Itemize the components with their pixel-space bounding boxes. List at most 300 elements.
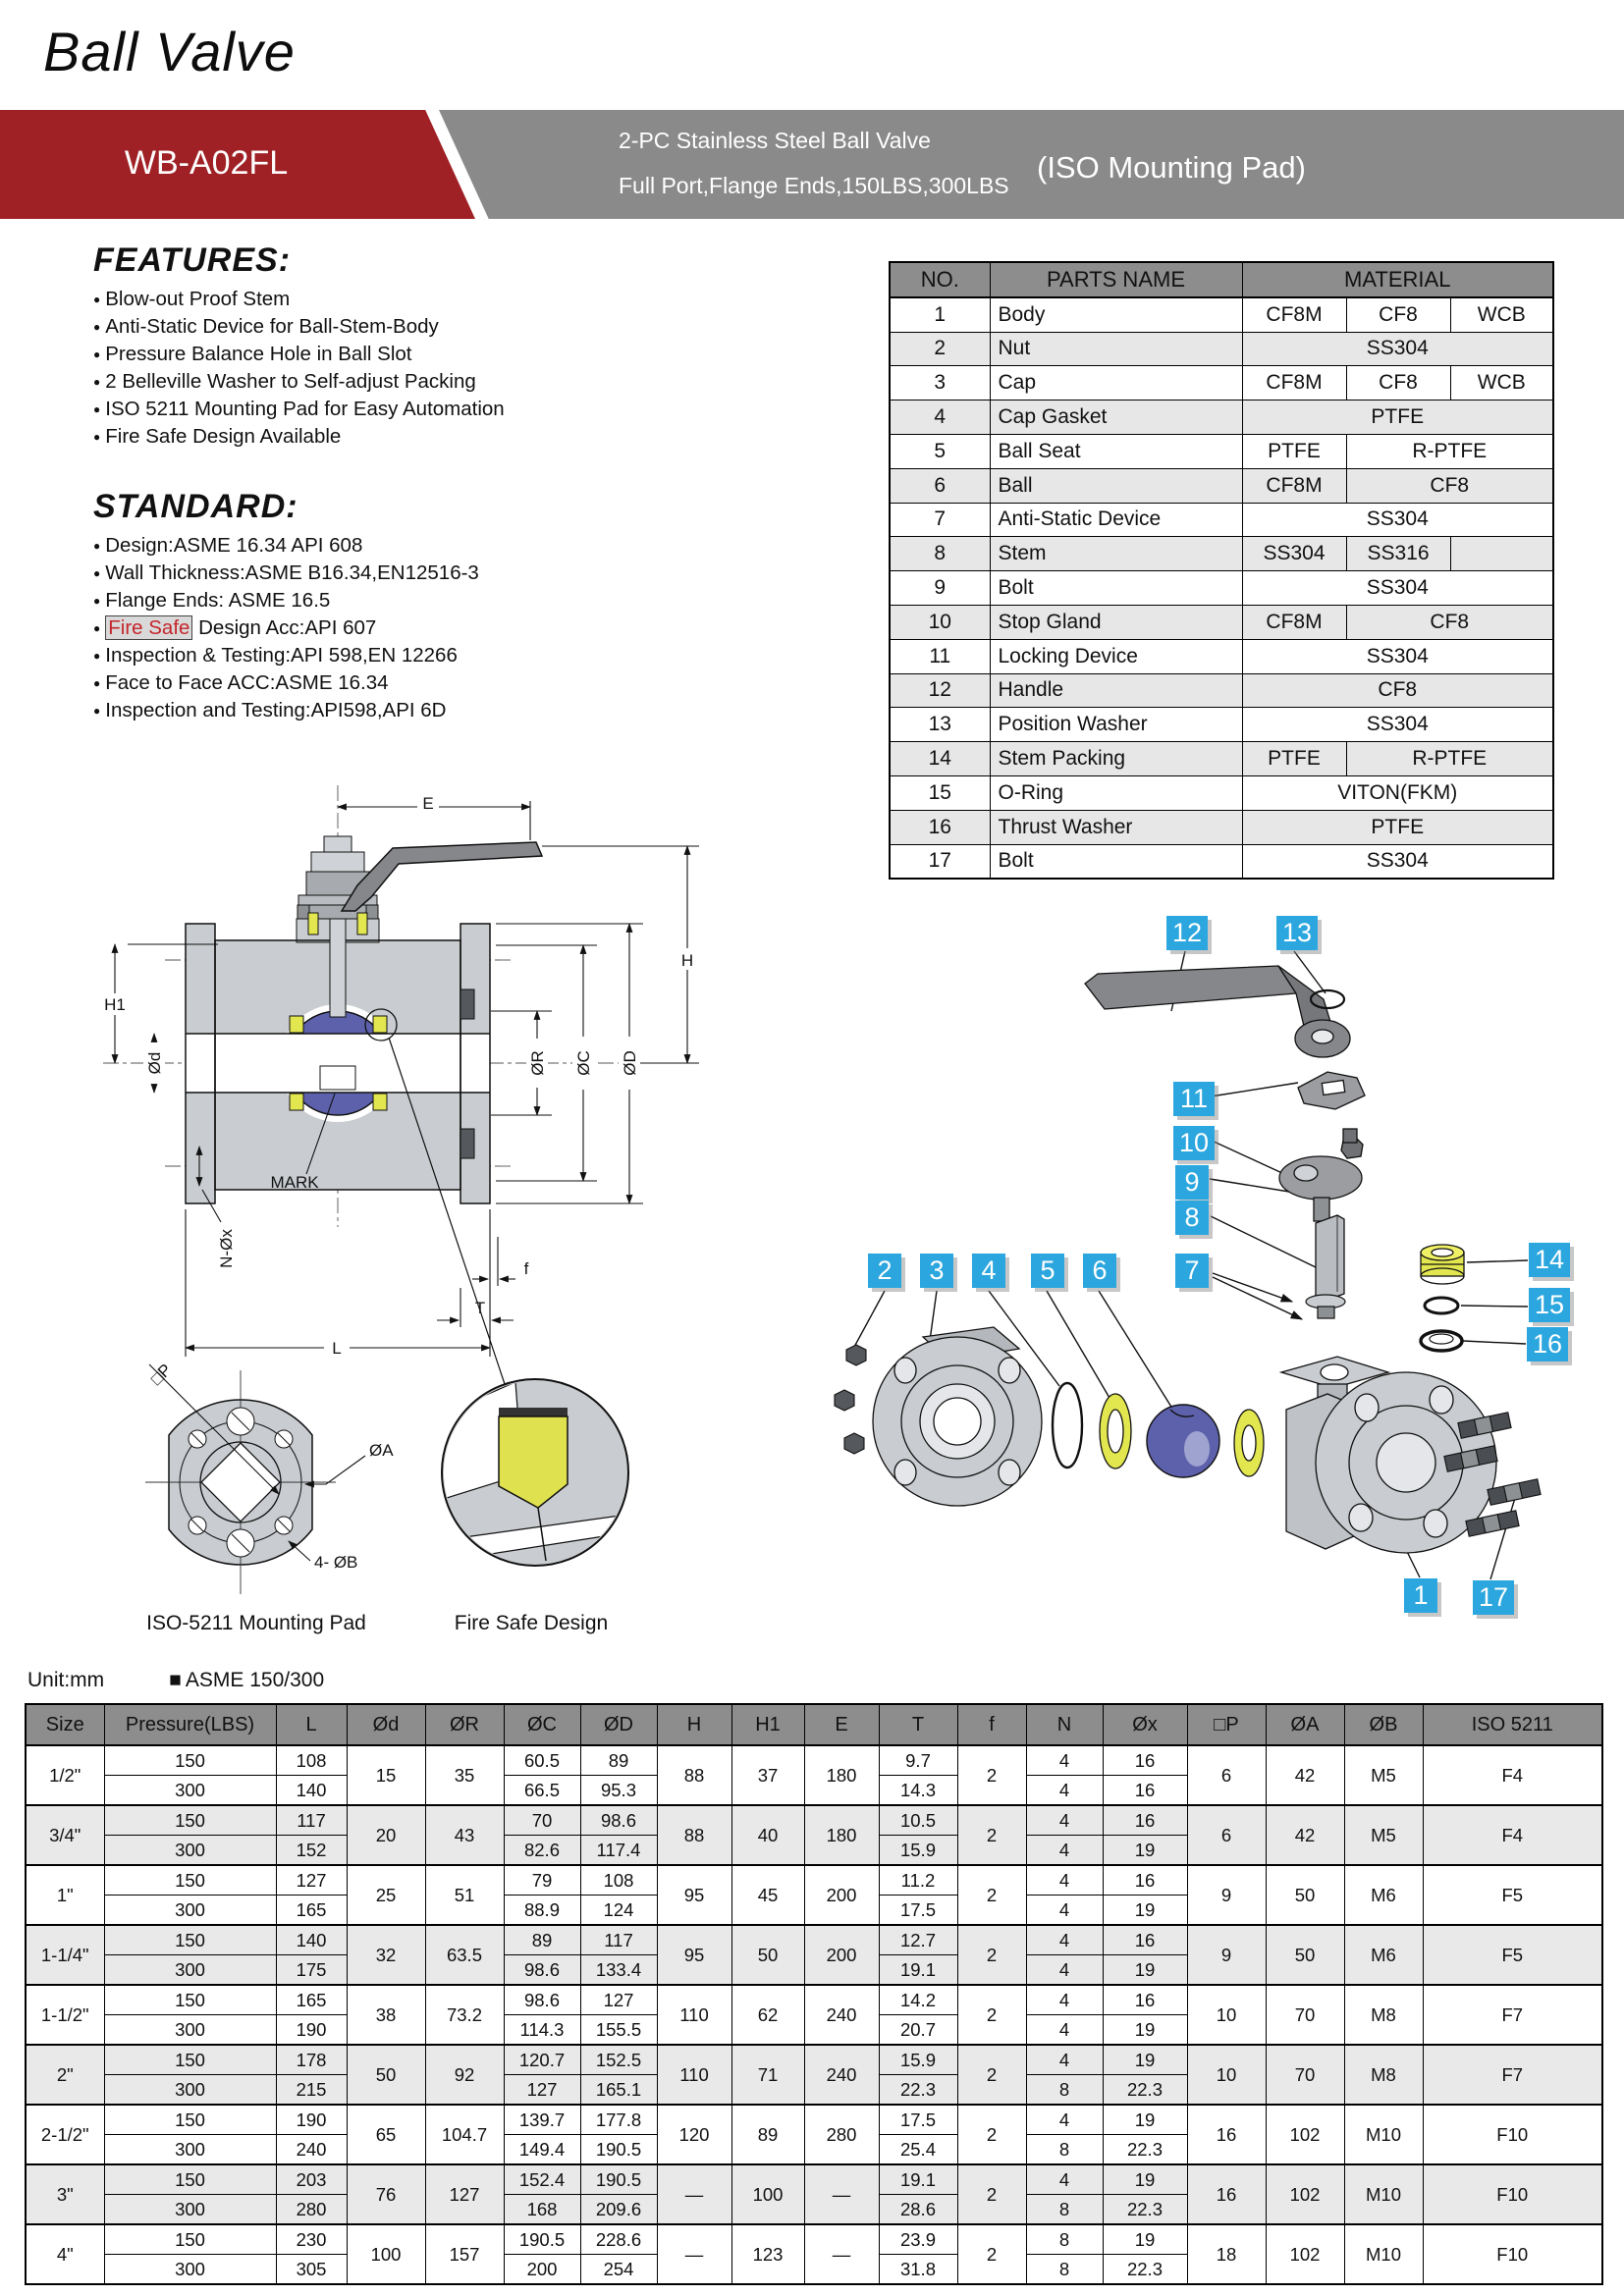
dims-cell: 51 <box>425 1865 504 1925</box>
dims-cell: M6 <box>1344 1925 1423 1985</box>
dims-cell: 4 <box>1026 1865 1103 1896</box>
dims-cell: 98.6 <box>504 1955 580 1986</box>
dims-cell: 19.1 <box>879 1955 957 1986</box>
dims-column-header: Ød <box>347 1704 425 1745</box>
dims-cell: 127 <box>276 1865 347 1896</box>
dims-cell: 4 <box>1026 1955 1103 1986</box>
part-cap-gasket <box>1053 1383 1082 1468</box>
feature-item: ● Anti-Static Device for Ball-Stem-Body <box>93 313 643 341</box>
dims-column-header: ØB <box>1344 1704 1423 1745</box>
parts-cell: CF8 <box>1242 673 1553 708</box>
parts-cell: 8 <box>890 537 990 571</box>
black-square-icon: ■ <box>169 1669 182 1691</box>
dims-cell: 168 <box>504 2195 580 2225</box>
dims-cell: 15.9 <box>879 2045 957 2075</box>
dim-label-T: T <box>474 1299 486 1317</box>
parts-cell: 14 <box>890 742 990 776</box>
dims-cell: 10 <box>1187 1985 1266 2045</box>
dims-cell: 2 <box>957 1925 1026 1985</box>
description-banner <box>439 110 1624 219</box>
dims-cell: 177.8 <box>580 2105 657 2135</box>
dim-label-nx: N-Øx <box>217 1229 236 1268</box>
dims-column-header: ØA <box>1266 1704 1344 1745</box>
parts-cell: PTFE <box>1242 400 1553 435</box>
dims-cell: 16 <box>1103 1776 1187 1806</box>
callout-16: 16 <box>1527 1327 1568 1362</box>
part-nuts <box>835 1345 866 1454</box>
callout-8: 8 <box>1175 1201 1209 1235</box>
parts-cell: 15 <box>890 775 990 810</box>
dims-cell: 150 <box>104 2045 276 2075</box>
parts-cell: Ball <box>990 468 1242 503</box>
parts-cell: Stem <box>990 537 1242 571</box>
parts-cell: 5 <box>890 434 990 468</box>
parts-row <box>890 639 1553 673</box>
parts-table <box>889 261 1554 880</box>
parts-row <box>890 708 1553 742</box>
dims-cell: 60.5 <box>504 1745 580 1776</box>
dims-column-header: f <box>957 1704 1026 1745</box>
dims-cell: 16 <box>1103 1985 1187 2015</box>
parts-col-name: PARTS NAME <box>990 262 1242 297</box>
dims-cell: 117 <box>580 1925 657 1955</box>
parts-cell: PTFE <box>1242 742 1346 776</box>
feature-item: ● Fire Safe Design Available <box>93 423 643 451</box>
parts-row <box>890 332 1553 366</box>
parts-cell: 1 <box>890 297 990 332</box>
dims-cell: — <box>804 2224 879 2284</box>
dims-cell: 120 <box>657 2105 731 2164</box>
dims-cell: 133.4 <box>580 1955 657 1986</box>
dims-header-row <box>26 1704 1602 1745</box>
dims-cell: 2 <box>957 2105 1026 2164</box>
standard-item: ● Design:ASME 16.34 API 608 <box>93 532 643 560</box>
parts-cell: CF8M <box>1242 605 1346 639</box>
dims-cell: 254 <box>580 2255 657 2285</box>
standard-item: ● Face to Face ACC:ASME 16.34 <box>93 669 643 697</box>
dims-cell: 19 <box>1103 2164 1187 2195</box>
parts-cell: 12 <box>890 673 990 708</box>
parts-cell: CF8 <box>1346 468 1553 503</box>
parts-cell: Ball Seat <box>990 434 1242 468</box>
dims-column-header: L <box>276 1704 347 1745</box>
dims-cell: F4 <box>1423 1745 1602 1805</box>
dims-cell: 108 <box>276 1745 347 1776</box>
dims-cell: 14.3 <box>879 1776 957 1806</box>
dims-cell: 4" <box>26 2224 104 2284</box>
dims-cell: 4 <box>1026 1836 1103 1866</box>
callout-5: 5 <box>1031 1254 1064 1288</box>
dims-row <box>26 1745 1602 1776</box>
dims-cell: 45 <box>731 1865 804 1925</box>
dims-cell: 140 <box>276 1776 347 1806</box>
parts-cell: CF8 <box>1346 605 1553 639</box>
parts-cell: PTFE <box>1242 810 1553 844</box>
part-locking-device <box>1298 1072 1365 1109</box>
dims-cell: 190 <box>276 2105 347 2135</box>
dims-cell: 140 <box>276 1925 347 1955</box>
dim-label-f: f <box>523 1259 529 1278</box>
dims-cell: F7 <box>1423 1985 1602 2045</box>
dims-cell: 8 <box>1026 2135 1103 2165</box>
dims-cell: 22.3 <box>1103 2255 1187 2285</box>
parts-cell: R-PTFE <box>1346 742 1553 776</box>
dims-cell: 50 <box>347 2045 425 2105</box>
dims-cell: 88 <box>657 1745 731 1805</box>
dims-cell: 8 <box>1026 2075 1103 2106</box>
callout-11: 11 <box>1173 1082 1215 1116</box>
dims-column-header: N <box>1026 1704 1103 1745</box>
dim-label-P: □P <box>146 1360 176 1389</box>
dims-cell: 22.3 <box>1103 2195 1187 2225</box>
dims-cell: 1-1/4" <box>26 1925 104 1985</box>
dims-cell: 230 <box>276 2224 347 2255</box>
dims-cell: 117 <box>276 1805 347 1836</box>
dims-cell: 95.3 <box>580 1776 657 1806</box>
dims-cell: 18 <box>1187 2224 1266 2284</box>
parts-cell: Locking Device <box>990 639 1242 673</box>
parts-cell: Cap Gasket <box>990 400 1242 435</box>
dims-cell: 4 <box>1026 1805 1103 1836</box>
cross-section-drawing <box>0 766 835 1669</box>
dims-cell: 17.5 <box>879 2105 957 2135</box>
dims-cell: 180 <box>804 1745 879 1805</box>
dims-cell: 300 <box>104 2255 276 2285</box>
dims-cell: M10 <box>1344 2164 1423 2224</box>
parts-cell: CF8M <box>1242 366 1346 400</box>
dims-cell: 73.2 <box>425 1985 504 2045</box>
dims-cell: M8 <box>1344 2045 1423 2105</box>
parts-cell: Stem Packing <box>990 742 1242 776</box>
features-heading: FEATURES: <box>93 241 292 279</box>
dims-cell: 190 <box>276 2015 347 2046</box>
standard-item: ● Fire Safe Design Acc:API 607 <box>93 614 643 642</box>
dims-cell: 20.7 <box>879 2015 957 2046</box>
dims-cell: F5 <box>1423 1865 1602 1925</box>
callout-15: 15 <box>1529 1288 1570 1322</box>
parts-cell: Cap <box>990 366 1242 400</box>
dims-row <box>26 1925 1602 1955</box>
fire-safe-drawing <box>422 1379 648 1634</box>
part-thrust-washer <box>1421 1331 1462 1351</box>
dims-cell: 31.8 <box>879 2255 957 2285</box>
parts-cell: 3 <box>890 366 990 400</box>
dims-cell: 100 <box>347 2224 425 2284</box>
callout-10: 10 <box>1173 1126 1215 1160</box>
parts-cell: CF8M <box>1242 297 1346 332</box>
parts-cell: CF8M <box>1242 468 1346 503</box>
parts-cell: Nut <box>990 332 1242 366</box>
dims-cell: F10 <box>1423 2224 1602 2284</box>
dims-cell: 66.5 <box>504 1776 580 1806</box>
dim-label-R: ØR <box>528 1050 547 1076</box>
dimensions-table <box>25 1703 1603 2285</box>
dims-cell: 280 <box>804 2105 879 2164</box>
dims-cell: — <box>804 2164 879 2224</box>
dims-cell: 2 <box>957 2045 1026 2105</box>
dims-cell: 300 <box>104 2075 276 2106</box>
part-handle <box>1085 966 1350 1057</box>
dim-label-D: ØD <box>621 1050 639 1076</box>
dims-row <box>26 2045 1602 2075</box>
standard-list <box>93 532 643 724</box>
dims-cell: 124 <box>580 1896 657 1926</box>
parts-cell: 2 <box>890 332 990 366</box>
dims-cell: F10 <box>1423 2105 1602 2164</box>
dims-cell: 9.7 <box>879 1745 957 1776</box>
parts-cell: SS304 <box>1242 708 1553 742</box>
dims-cell: 19 <box>1103 1836 1187 1866</box>
parts-row <box>890 571 1553 606</box>
dims-cell: M5 <box>1344 1745 1423 1805</box>
dims-cell: M10 <box>1344 2224 1423 2284</box>
parts-cell: 6 <box>890 468 990 503</box>
standard-note: ASME 150/300 <box>185 1669 325 1691</box>
dims-column-header: H <box>657 1704 731 1745</box>
dims-column-header: ØC <box>504 1704 580 1745</box>
dims-cell: 150 <box>104 1925 276 1955</box>
feature-item: ● Blow-out Proof Stem <box>93 286 643 313</box>
standard-item: ● Wall Thickness:ASME B16.34,EN12516-3 <box>93 560 643 587</box>
dims-cell: 149.4 <box>504 2135 580 2165</box>
dim-label-L: L <box>332 1339 342 1358</box>
dims-cell: 98.6 <box>504 1985 580 2015</box>
standard-heading: STANDARD: <box>93 488 298 525</box>
dims-cell: 280 <box>276 2195 347 2225</box>
dims-row <box>26 2224 1602 2255</box>
parts-cell: SS304 <box>1242 639 1553 673</box>
parts-header-row <box>890 262 1553 297</box>
dims-cell: 25 <box>347 1865 425 1925</box>
part-stop-gland <box>1279 1129 1363 1221</box>
parts-cell: PTFE <box>1242 434 1346 468</box>
dims-cell: 95 <box>657 1865 731 1925</box>
dims-cell: 127 <box>580 1985 657 2015</box>
dims-cell: 228.6 <box>580 2224 657 2255</box>
callout-3: 3 <box>920 1254 953 1288</box>
dims-cell: 22.3 <box>1103 2075 1187 2106</box>
callout-2: 2 <box>868 1254 901 1288</box>
dims-cell: 190.5 <box>580 2135 657 2165</box>
parts-cell: 17 <box>890 844 990 879</box>
dims-cell: 38 <box>347 1985 425 2045</box>
dims-column-header: Øx <box>1103 1704 1187 1745</box>
dims-cell: 17.5 <box>879 1896 957 1926</box>
dims-cell: 95 <box>657 1925 731 1985</box>
dims-cell: 4 <box>1026 1745 1103 1776</box>
dims-cell: 110 <box>657 2045 731 2105</box>
dims-cell: 12.7 <box>879 1925 957 1955</box>
parts-cell: Stop Gland <box>990 605 1242 639</box>
product-description-line1: 2-PC Stainless Steel Ball Valve <box>619 128 931 153</box>
dims-cell: 200 <box>804 1925 879 1985</box>
standard-item: ● Flange Ends: ASME 16.5 <box>93 587 643 614</box>
parts-row <box>890 366 1553 400</box>
dims-cell: 19 <box>1103 1896 1187 1926</box>
dims-cell: 102 <box>1266 2164 1344 2224</box>
dims-cell: 150 <box>104 1985 276 2015</box>
dims-cell: 108 <box>580 1865 657 1896</box>
dims-cell: 98.6 <box>580 1805 657 1836</box>
dims-row <box>26 1865 1602 1896</box>
dims-cell: 300 <box>104 1836 276 1866</box>
dims-cell: 16 <box>1187 2164 1266 2224</box>
dims-cell: 2" <box>26 2045 104 2105</box>
parts-cell: O-Ring <box>990 775 1242 810</box>
parts-cell: CF8 <box>1346 297 1450 332</box>
dims-cell: 102 <box>1266 2224 1344 2284</box>
dims-cell: 117.4 <box>580 1836 657 1866</box>
dims-cell: 32 <box>347 1925 425 1985</box>
dims-cell: 43 <box>425 1805 504 1865</box>
dims-cell: 14.2 <box>879 1985 957 2015</box>
dims-cell: 175 <box>276 1955 347 1986</box>
dims-cell: 70 <box>504 1805 580 1836</box>
parts-cell: Thrust Washer <box>990 810 1242 844</box>
callout-6: 6 <box>1083 1254 1116 1288</box>
dims-cell: 150 <box>104 2164 276 2195</box>
part-ball <box>1147 1405 1219 1477</box>
parts-cell: VITON(FKM) <box>1242 775 1553 810</box>
dims-cell: 165 <box>276 1985 347 2015</box>
dims-cell: 114.3 <box>504 2015 580 2046</box>
part-stem <box>1316 1215 1344 1302</box>
dims-cell: 300 <box>104 2195 276 2225</box>
dims-column-header: H1 <box>731 1704 804 1745</box>
dims-cell: 165 <box>276 1896 347 1926</box>
dims-cell: 70 <box>1266 2045 1344 2105</box>
unit-label: Unit:mm <box>27 1669 105 1691</box>
dims-cell: 6 <box>1187 1745 1266 1805</box>
dims-cell: 180 <box>804 1805 879 1865</box>
dims-cell: 63.5 <box>425 1925 504 1985</box>
dim-label-E: E <box>422 794 434 813</box>
dims-cell: 8 <box>1026 2195 1103 2225</box>
dims-cell: 2 <box>957 1985 1026 2045</box>
dims-cell: 209.6 <box>580 2195 657 2225</box>
dims-cell: 65 <box>347 2105 425 2164</box>
dim-label-d: Ød <box>145 1051 164 1075</box>
dims-cell: 3/4" <box>26 1805 104 1865</box>
parts-cell: 10 <box>890 605 990 639</box>
dims-cell: 15 <box>347 1745 425 1805</box>
dims-cell: 16 <box>1103 1865 1187 1896</box>
fire-safe-caption: Fire Safe Design <box>454 1612 609 1634</box>
dims-cell: 190.5 <box>580 2164 657 2195</box>
dims-cell: 4 <box>1026 1985 1103 2015</box>
unit-note <box>27 1669 324 1692</box>
dims-cell: 104.7 <box>425 2105 504 2164</box>
parts-col-no: NO. <box>890 262 990 297</box>
callout-13: 13 <box>1276 916 1318 950</box>
dims-cell: 92 <box>425 2045 504 2105</box>
dims-cell: 150 <box>104 2224 276 2255</box>
dim-label-mark: MARK <box>270 1173 319 1192</box>
dim-label-A: ØA <box>369 1441 394 1460</box>
dims-cell: 150 <box>104 1805 276 1836</box>
dims-cell: 22.3 <box>1103 2135 1187 2165</box>
dims-cell: 4 <box>1026 2045 1103 2075</box>
parts-row <box>890 537 1553 571</box>
parts-cell: Bolt <box>990 571 1242 606</box>
dims-cell: 4 <box>1026 1896 1103 1926</box>
dims-cell: 71 <box>731 2045 804 2105</box>
dims-cell: 123 <box>731 2224 804 2284</box>
features-list <box>93 286 643 451</box>
features-section <box>93 241 643 451</box>
parts-row <box>890 297 1553 332</box>
dims-cell: 6 <box>1187 1805 1266 1865</box>
callout-17: 17 <box>1473 1580 1514 1615</box>
dims-cell: 19 <box>1103 1955 1187 1986</box>
dims-cell: F4 <box>1423 1805 1602 1865</box>
dims-cell: 16 <box>1103 1745 1187 1776</box>
dims-cell: 240 <box>804 1985 879 2045</box>
dims-cell: 102 <box>1266 2105 1344 2164</box>
parts-cell: 4 <box>890 400 990 435</box>
dims-cell: 152.4 <box>504 2164 580 2195</box>
dims-cell: 300 <box>104 2015 276 2046</box>
dims-cell: 79 <box>504 1865 580 1896</box>
parts-cell: SS304 <box>1242 844 1553 879</box>
dims-cell: M6 <box>1344 1865 1423 1925</box>
callout-9: 9 <box>1175 1165 1209 1200</box>
callout-14: 14 <box>1529 1243 1570 1277</box>
parts-cell: SS304 <box>1242 503 1553 537</box>
dims-cell: 200 <box>504 2255 580 2285</box>
dims-cell: 100 <box>731 2164 804 2224</box>
dims-cell: M5 <box>1344 1805 1423 1865</box>
dims-cell: 110 <box>657 1985 731 2045</box>
dims-cell: 70 <box>1266 1985 1344 2045</box>
dims-cell: 4 <box>1026 2015 1103 2046</box>
standard-item: ● Inspection & Testing:API 598,EN 12266 <box>93 642 643 669</box>
dims-cell: 127 <box>504 2075 580 2106</box>
dims-cell: 1" <box>26 1865 104 1925</box>
product-description-line2: Full Port,Flange Ends,150LBS,300LBS <box>619 173 1009 198</box>
parts-cell: SS304 <box>1242 332 1553 366</box>
dim-label-H: H <box>680 951 694 970</box>
dims-cell: 50 <box>1266 1925 1344 1985</box>
dim-label-H1: H1 <box>104 995 126 1014</box>
dims-cell: 25.4 <box>879 2135 957 2165</box>
dims-cell: 4 <box>1026 2105 1103 2135</box>
standard-item: ● Inspection and Testing:API598,API 6D <box>93 697 643 724</box>
parts-col-material: MATERIAL <box>1242 262 1553 297</box>
dims-row <box>26 1985 1602 2015</box>
parts-row <box>890 468 1553 503</box>
dims-cell: F7 <box>1423 2045 1602 2105</box>
dims-cell: M10 <box>1344 2105 1423 2164</box>
dims-cell: 22.3 <box>879 2075 957 2106</box>
parts-cell: Anti-Static Device <box>990 503 1242 537</box>
fire-safe-badge: Fire Safe <box>105 615 192 640</box>
dims-cell: 82.6 <box>504 1836 580 1866</box>
dims-cell: 300 <box>104 2135 276 2165</box>
dims-cell: 50 <box>1266 1865 1344 1925</box>
dims-cell: 50 <box>731 1925 804 1985</box>
callout-12: 12 <box>1166 916 1208 950</box>
dims-cell: 2-1/2" <box>26 2105 104 2164</box>
dims-cell: 89 <box>504 1925 580 1955</box>
feature-item: ● 2 Belleville Washer to Self-adjust Packing <box>93 368 643 396</box>
dims-cell: 89 <box>731 2105 804 2164</box>
dims-column-header: Pressure(LBS) <box>104 1704 276 1745</box>
parts-row <box>890 503 1553 537</box>
dims-column-header: ISO 5211 <box>1423 1704 1602 1745</box>
dims-cell: 300 <box>104 1776 276 1806</box>
dims-cell: 2 <box>957 1745 1026 1805</box>
